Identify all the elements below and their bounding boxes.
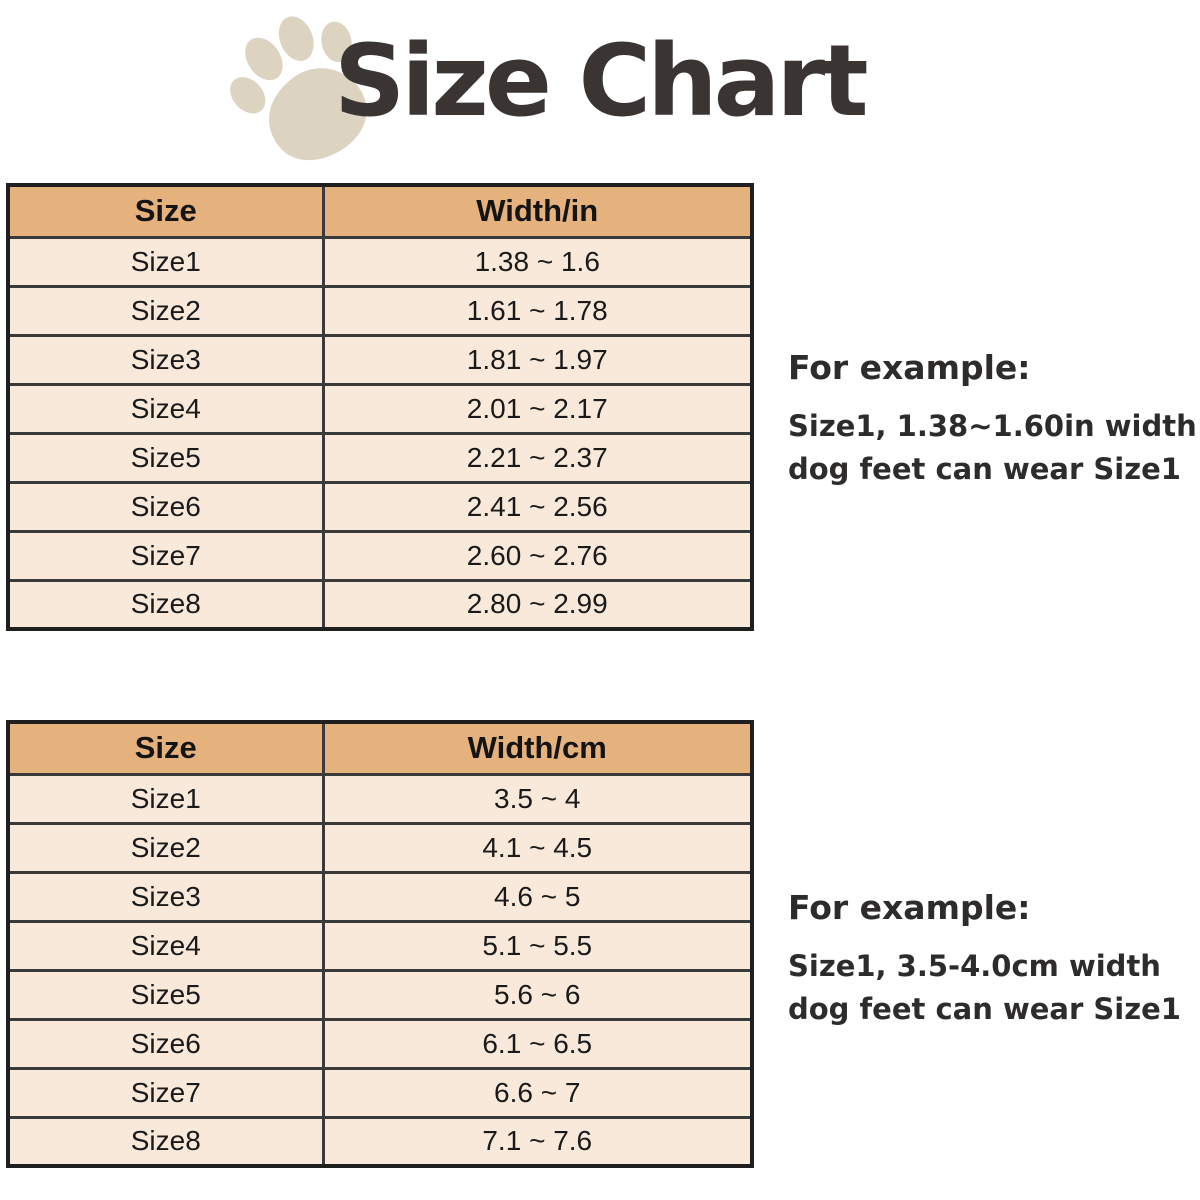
table-cell: Size5	[8, 970, 323, 1019]
table-cell: 2.80 ~ 2.99	[323, 580, 752, 629]
example-heading: For example:	[788, 348, 1031, 387]
table-cell: 6.6 ~ 7	[323, 1068, 752, 1117]
table-cell: 1.61 ~ 1.78	[323, 286, 752, 335]
table-cell: 5.1 ~ 5.5	[323, 921, 752, 970]
col-header-size: Size	[8, 185, 323, 237]
col-header-size: Size	[8, 722, 323, 774]
table-row	[8, 580, 752, 629]
table-cell: 2.41 ~ 2.56	[323, 482, 752, 531]
example-heading: For example:	[788, 888, 1031, 927]
table-cell: Size3	[8, 335, 323, 384]
table-header-row	[8, 185, 752, 237]
table-row	[8, 384, 752, 433]
table-cell: Size1	[8, 237, 323, 286]
table-header-row	[8, 722, 752, 774]
table-row	[8, 1068, 752, 1117]
example-line-1: Size1, 1.38~1.60in width	[788, 409, 1197, 443]
example-line-2: dog feet can wear Size1	[788, 992, 1181, 1026]
example-line-1: Size1, 3.5-4.0cm width	[788, 949, 1161, 983]
example-body	[788, 945, 1200, 1031]
table-cell: 4.6 ~ 5	[323, 872, 752, 921]
table-cell: Size6	[8, 482, 323, 531]
table-cell: 7.1 ~ 7.6	[323, 1117, 752, 1166]
table-row	[8, 823, 752, 872]
table-row	[8, 1117, 752, 1166]
table-cell: 6.1 ~ 6.5	[323, 1019, 752, 1068]
table-row	[8, 1019, 752, 1068]
table-cell: 3.5 ~ 4	[323, 774, 752, 823]
example-line-2: dog feet can wear Size1	[788, 452, 1181, 486]
table-cell: Size8	[8, 580, 323, 629]
table-cell: 5.6 ~ 6	[323, 970, 752, 1019]
table-row	[8, 531, 752, 580]
table-cell: 2.01 ~ 2.17	[323, 384, 752, 433]
example-note-inches	[788, 348, 1200, 491]
table-cell: Size7	[8, 531, 323, 580]
table-row	[8, 237, 752, 286]
table-cell: Size2	[8, 286, 323, 335]
table-cell: Size1	[8, 774, 323, 823]
table-cell: Size4	[8, 384, 323, 433]
example-note-cm	[788, 888, 1200, 1031]
col-header-width-in: Width/in	[323, 185, 752, 237]
table-cell: Size3	[8, 872, 323, 921]
table-row	[8, 774, 752, 823]
table-cell: Size6	[8, 1019, 323, 1068]
table-cell: 1.38 ~ 1.6	[323, 237, 752, 286]
table-cell: Size8	[8, 1117, 323, 1166]
page-title: Size Chart	[334, 24, 865, 139]
table-cell: Size4	[8, 921, 323, 970]
size-table-cm	[6, 720, 754, 1168]
table-row	[8, 482, 752, 531]
table-cell: 4.1 ~ 4.5	[323, 823, 752, 872]
table-row	[8, 286, 752, 335]
col-header-width-cm: Width/cm	[323, 722, 752, 774]
table-row	[8, 970, 752, 1019]
table-cell: Size2	[8, 823, 323, 872]
table-cell: 2.21 ~ 2.37	[323, 433, 752, 482]
table-row	[8, 921, 752, 970]
table-cell: 1.81 ~ 1.97	[323, 335, 752, 384]
size-table-inches	[6, 183, 754, 631]
table-row	[8, 433, 752, 482]
table-cell: 2.60 ~ 2.76	[323, 531, 752, 580]
table-cell: Size5	[8, 433, 323, 482]
example-body	[788, 405, 1200, 491]
table-row	[8, 872, 752, 921]
table-row	[8, 335, 752, 384]
table-cell: Size7	[8, 1068, 323, 1117]
